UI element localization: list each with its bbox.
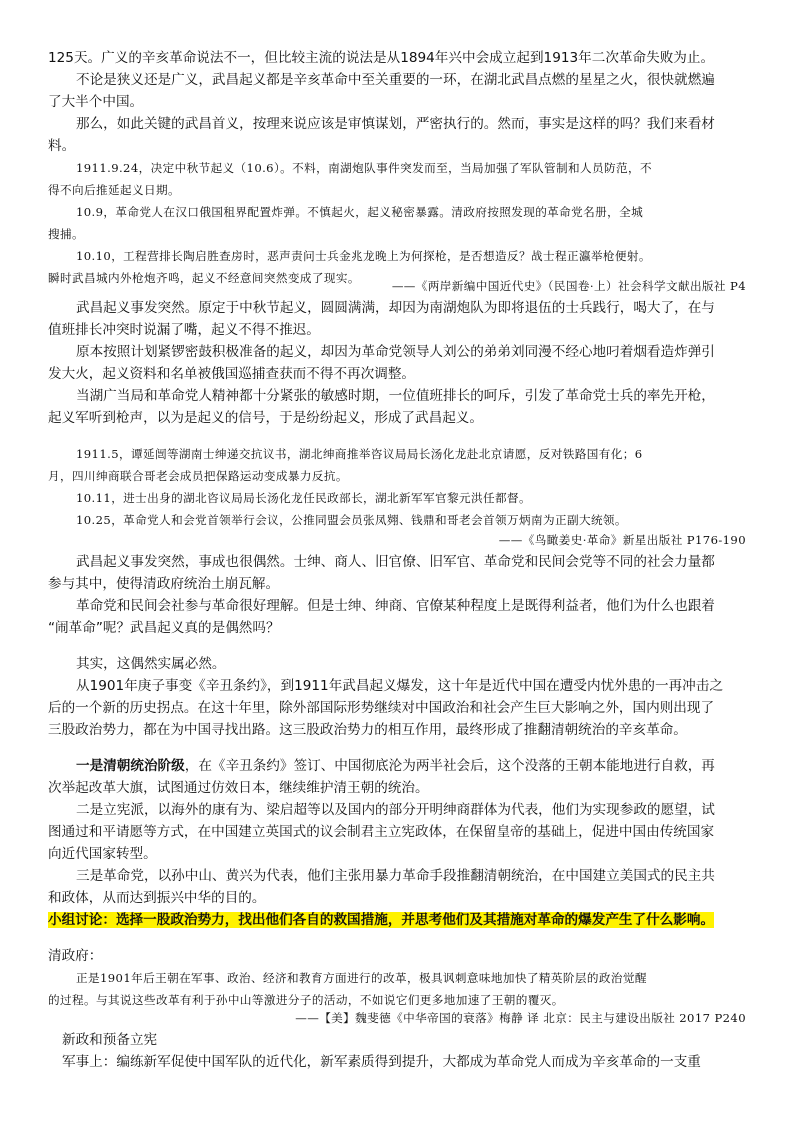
paragraph-line: 军事上：编练新军促使中国军队的近代化，新军素质得到提升，大都成为革命党人而成为辛亥革命的一支重	[62, 1054, 701, 1070]
quote-line: 瞬时武昌城内外枪炮齐鸣，起义不经意间突然变成了现实。	[48, 271, 360, 285]
paragraph-line: 次举起改革大旗，试图通过仿效日本，继续维护清王朝的统治。	[48, 780, 429, 796]
force-heading: 一是清朝统治阶级	[76, 758, 185, 774]
quote-source: ——【美】魏斐德《中华帝国的衰落》梅静 译 北京：民主与建设出版社 2017 P240	[295, 1011, 746, 1025]
paragraph-line: 和政体，从而达到振兴中华的目的。	[48, 890, 266, 906]
quote-line: 月，四川绅商联合哥老会成员把保路运动变成暴力反抗。	[48, 469, 348, 483]
paragraph-line	[76, 756, 715, 776]
quote-line: 1911.5，谭延闿等湖南士绅递交抗议书，湖北绅商推举咨议局局长汤化龙赴北京请愿，反对铁路国有化；6	[76, 447, 643, 461]
force-heading: 三是革命党	[76, 868, 144, 884]
quote-line: 正是1901年后王朝在军事、政治、经济和教育方面进行的改革，极具讽刺意味地加快了精英阶层的政治觉醒	[76, 971, 647, 985]
quote-line: 得不向后推延起义日期。	[48, 183, 180, 197]
paragraph-line: 了大半个中国。	[48, 94, 144, 110]
paragraph-line: 值班排长冲突时说漏了嘴，起义不得不推迟。	[48, 322, 320, 338]
paragraph-line: 新政和预备立宪	[62, 1032, 158, 1048]
paragraph-line	[76, 800, 715, 820]
paragraph-line: 125天。广义的辛亥革命说法不一，但比较主流的说法是从1894年兴中会成立起到1913年二次革命失败为止。	[48, 50, 715, 66]
paragraph-line: 参与其中，使得清政府统治土崩瓦解。	[48, 576, 280, 592]
paragraph-line: 三股政治势力，都在为中国寻找出路。这三股政治势力的相互作用，最终形成了推翻清朝统治的辛亥革命。	[48, 722, 687, 738]
paragraph-line: “闹革命”呢？武昌起义真的是偶然吗？	[48, 620, 280, 636]
paragraph-line: 从1901年庚子事变《辛丑条约》，到1911年武昌起义爆发，这十年是近代中国在遭受内忧外患的一再冲击之	[76, 678, 723, 694]
paragraph-line: 后的一个新的历史拐点。在这十年里，除外部国际形势继续对中国政治和社会产生巨大影响之外，国内则出现了	[48, 700, 715, 716]
paragraph-text: ，以孙中山、黄兴为代表，他们主张用暴力革命手段推翻清朝统治，在中国建立美国式的民主共	[143, 868, 715, 884]
quote-line: 1911.9.24，决定中秋节起义（10.6）。不料，南湖炮队事件突发而至，当局加强了军队管制和人员防范，不	[76, 161, 652, 175]
force-heading: 二是立宪派	[76, 802, 144, 818]
paragraph-line: 起义军听到枪声，以为是起义的信号，于是纷纷起义，形成了武昌起义。	[48, 410, 483, 426]
section-label: 清政府：	[48, 948, 103, 964]
highlighted-text: 小组讨论：选择一股政治势力，找出他们各自的救国措施，并思考他们及其措施对革命的爆发产生了什么影响。	[48, 912, 715, 928]
paragraph-line: 其实，这偶然实属必然。	[76, 656, 226, 672]
paragraph-line	[76, 866, 715, 886]
paragraph-line: 原本按照计划紧锣密鼓积极准备的起义，却因为革命党领导人刘公的弟弟刘同漫不经心地叼着烟看造炸弹引	[76, 344, 715, 360]
paragraph-line: 向近代国家转型。	[48, 846, 157, 862]
quote-line: 搜捕。	[48, 227, 84, 241]
discussion-prompt	[48, 910, 714, 930]
quote-source: ——《鸟瞰姜史·革命》新星出版社 P176-190	[498, 533, 746, 547]
paragraph-line: 武昌起义事发突然。原定于中秋节起义，圆圆满满，却因为南湖炮队为即将退伍的士兵践行，喝大了，在与	[76, 300, 715, 316]
paragraph-line: 当湖广当局和革命党人精神都十分紧张的敏感时期，一位值班排长的呵斥，引发了革命党士兵的率先开枪，	[76, 388, 715, 404]
quote-source: ——《两岸新编中国近代史》（民国卷·上）社会科学文献出版社 P4	[391, 279, 746, 293]
paragraph-line: 料。	[48, 138, 76, 154]
paragraph-line: 革命党和民间会社参与革命很好理解。但是士绅、绅商、官僚某种程度上是既得利益者，他们为什么也跟着	[76, 598, 715, 614]
quote-line: 10.10，工程营排长陶启胜查房时，恶声责问士兵金兆龙晚上为何探枪，是否想造反？战士程正瀛举枪便射。	[76, 249, 651, 263]
quote-line: 10.11，进士出身的湖北咨议局局长汤化龙任民政部长，湖北新军军官黎元洪任都督。	[76, 491, 531, 505]
paragraph-line: 不论是狭义还是广义，武昌起义都是辛亥革命中至关重要的一环，在湖北武昌点燃的星星之火，很快就燃遍	[76, 72, 715, 88]
paragraph-line: 武昌起义事发突然，事成也很偶然。士绅、商人、旧官僚、旧军官、革命党和民间会党等不同的社会力量都	[76, 554, 715, 570]
paragraph-line: 发大火，起义资料和名单被俄国巡捕查获而不得不再次调整。	[48, 366, 416, 382]
paragraph-line: 那么，如此关键的武昌首义，按理来说应该是审慎谋划，严密执行的。然而，事实是这样的吗？我们来看材	[76, 116, 715, 132]
paragraph-text: ，在《辛丑条约》签订、中国彻底沦为两半社会后，这个没落的王朝本能地进行自救，再	[184, 758, 715, 774]
quote-line: 10.9，革命党人在汉口俄国租界配置炸弹。不慎起火，起义秘密暴露。清政府按照发现的革命党名册，全城	[76, 205, 644, 219]
paragraph-line: 图通过和平请愿等方式，在中国建立英国式的议会制君主立宪政体，在保留皇帝的基础上，促进中国由传统国家	[48, 824, 715, 840]
paragraph-text: ，以海外的康有为、梁启超等以及国内的部分开明绅商群体为代表，他们为实现参政的愿望，试	[143, 802, 715, 818]
quote-line: 10.25，革命党人和会党首领举行会议，公推同盟会员张凤翙、钱鼎和哥老会首领万炳南为正副大统领。	[76, 513, 627, 527]
quote-line: 的过程。与其说这些改革有利于孙中山等激进分子的活动，不如说它们更多地加速了王朝的覆灭。	[48, 993, 564, 1007]
